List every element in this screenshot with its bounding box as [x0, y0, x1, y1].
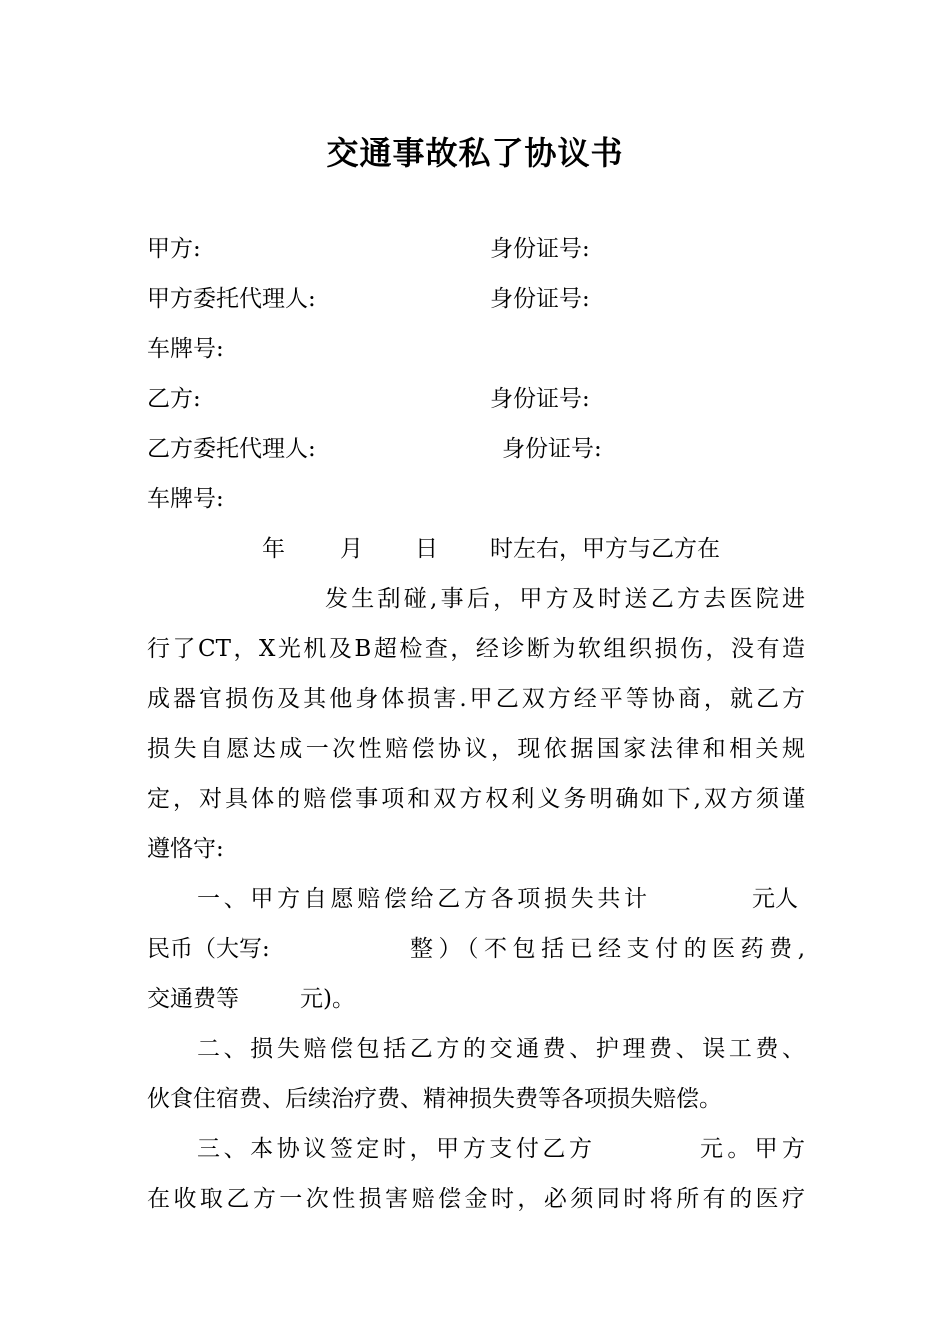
clause-1-text: 民币（大写:: [147, 936, 270, 962]
clause-1-text: 整）（不包括已经支付的医药费,: [410, 936, 805, 962]
party-b-label: 乙方:: [147, 386, 201, 412]
party-a-label: 甲方:: [147, 236, 201, 262]
plate-b-label: 车牌号:: [147, 486, 224, 512]
clause-3-text: 元。甲方: [700, 1136, 805, 1162]
intro-line: 定，对具体的赔偿事项和双方权利义务明确如下,双方须谨: [147, 786, 805, 812]
intro-line: 成器官损伤及其他身体损害.甲乙双方经平等协商，就乙方: [147, 686, 805, 712]
intro-line: 遵恪守:: [147, 836, 224, 862]
clause-3-text: 在收取乙方一次性损害赔偿金时，必须同时将所有的医疗: [147, 1186, 805, 1212]
party-b-agent-id-label: 身份证号:: [502, 436, 602, 462]
party-a-agent-id-label: 身份证号:: [490, 286, 590, 312]
intro-line: 行了CT，X光机及B超检查，经诊断为软组织损伤，没有造: [147, 636, 805, 662]
date-day: 日: [415, 536, 438, 562]
document-title: 交通事故私了协议书: [326, 134, 624, 172]
party-b-agent-label: 乙方委托代理人:: [147, 436, 316, 462]
clause-1-text: 交通费等: [147, 986, 239, 1012]
clause-3-text: 三、本协议签定时，甲方支付乙方: [197, 1136, 592, 1162]
date-month: 月: [340, 536, 363, 562]
plate-a-label: 车牌号:: [147, 336, 224, 362]
party-b-id-label: 身份证号:: [490, 386, 590, 412]
clause-2-text: 伙食住宿费、后续治疗费、精神损失费等各项损失赔偿。: [147, 1086, 722, 1112]
clause-1-text: 一、甲方自愿赔偿给乙方各项损失共计: [197, 886, 647, 912]
date-year: 年: [262, 536, 285, 562]
date-time-rest: 时左右，甲方与乙方在: [490, 536, 720, 562]
clause-1-text: 元)。: [300, 986, 355, 1012]
party-a-id-label: 身份证号:: [490, 236, 590, 262]
clause-2-text: 二、损失赔偿包括乙方的交通费、护理费、误工费、: [197, 1036, 805, 1062]
clause-1-text: 元人: [752, 886, 798, 912]
party-a-agent-label: 甲方委托代理人:: [147, 286, 316, 312]
intro-line: 发生刮碰,事后，甲方及时送乙方去医院进: [325, 586, 805, 612]
intro-line: 损失自愿达成一次性赔偿协议，现依据国家法律和相关规: [147, 736, 805, 762]
